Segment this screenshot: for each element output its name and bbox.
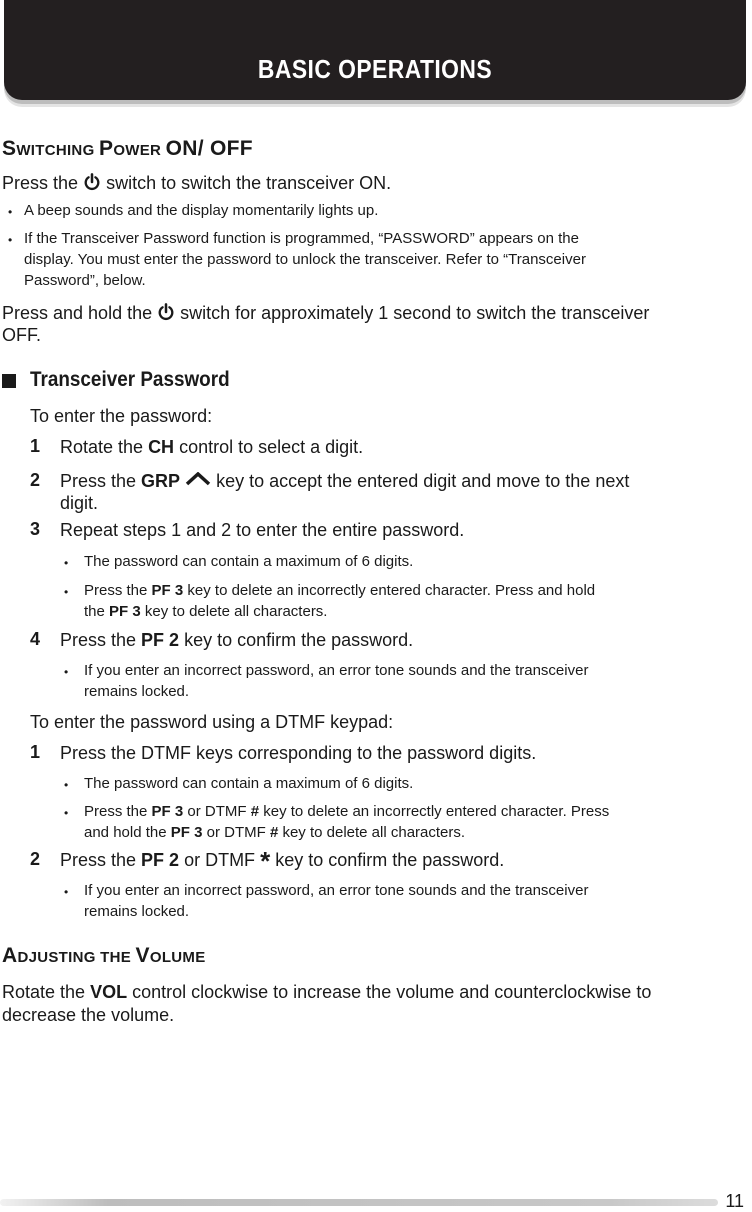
section-square-marker bbox=[2, 374, 16, 388]
text: Press the bbox=[60, 850, 142, 870]
step-number: 3 bbox=[30, 519, 41, 539]
chapter-title: BASIC OPERATIONS bbox=[257, 54, 493, 84]
hash-key: # bbox=[269, 824, 279, 841]
bullet-text: remains locked. bbox=[84, 683, 190, 700]
bullet-text: remains locked. bbox=[84, 903, 190, 920]
text: key to delete an incorrectly entered character. Press and hold bbox=[183, 582, 596, 599]
power-on-paragraph bbox=[2, 172, 391, 194]
bullet-text bbox=[84, 580, 595, 601]
text: Press the bbox=[84, 582, 152, 599]
bold-text: PF 3 bbox=[151, 803, 184, 820]
power-off-paragraph-line2: OFF. bbox=[2, 325, 41, 345]
power-off-paragraph bbox=[2, 302, 649, 324]
bold-text: VOL bbox=[90, 982, 128, 1002]
text: key to accept the entered digit and move to the next bbox=[211, 471, 630, 491]
volume-paragraph bbox=[2, 981, 651, 1003]
heading-part: OLUME bbox=[149, 949, 206, 966]
bullet-text bbox=[84, 822, 465, 843]
text: and hold the bbox=[84, 824, 171, 841]
text: key to delete an incorrectly entered character. Press bbox=[259, 803, 610, 820]
bullet-dot: • bbox=[64, 585, 69, 599]
power-icon bbox=[157, 303, 175, 321]
password-intro: To enter the password: bbox=[30, 406, 213, 426]
bold-text: PF 3 bbox=[109, 603, 141, 620]
text: Rotate the bbox=[2, 982, 91, 1002]
asterisk-key: * bbox=[260, 846, 271, 876]
bullet-text: If you enter an incorrect password, an error tone sounds and the transceiver bbox=[84, 662, 589, 679]
step-text bbox=[60, 470, 629, 492]
text: key to confirm the password. bbox=[270, 850, 505, 870]
step-number: 4 bbox=[30, 629, 41, 649]
text: Rotate the bbox=[60, 437, 149, 457]
page-number: 11 bbox=[725, 1191, 744, 1211]
bold-text: CH bbox=[148, 437, 175, 457]
chapter-header bbox=[4, 0, 746, 100]
step-text bbox=[60, 436, 363, 458]
text: or DTMF bbox=[183, 803, 251, 820]
bullet-text: Password”, below. bbox=[24, 272, 146, 289]
heading-part: DJUSTING THE bbox=[17, 949, 136, 966]
hash-key: # bbox=[250, 803, 260, 820]
bullet-dot: • bbox=[64, 806, 69, 820]
text: Press the bbox=[60, 630, 142, 650]
power-icon bbox=[83, 173, 101, 191]
text: key to delete all characters. bbox=[140, 603, 328, 620]
text: control to select a digit. bbox=[174, 437, 364, 457]
section-heading-adjusting-volume bbox=[2, 944, 206, 968]
bullet-dot: • bbox=[8, 205, 13, 219]
section-heading-switching-power bbox=[2, 137, 253, 161]
step-text bbox=[60, 846, 505, 876]
footer-rule bbox=[0, 1199, 718, 1206]
text: Press and hold the bbox=[2, 303, 153, 323]
bullet-text: A beep sounds and the display momentarily lights up. bbox=[24, 202, 379, 219]
bullet-text: If the Transceiver Password function is programmed, “PASSWORD” appears on the bbox=[24, 230, 579, 247]
bullet-dot: • bbox=[64, 885, 69, 899]
bullet-text bbox=[84, 601, 327, 622]
step-text: Press the DTMF keys corresponding to the password digits. bbox=[60, 743, 537, 763]
bold-text: PF 3 bbox=[170, 824, 203, 841]
text: key to delete all characters. bbox=[278, 824, 466, 841]
text: switch for approximately 1 second to switch the transceiver bbox=[180, 303, 650, 323]
bullet-dot: • bbox=[64, 665, 69, 679]
bullet-text: The password can contain a maximum of 6 digits. bbox=[84, 775, 414, 792]
heading-part: A bbox=[2, 944, 18, 967]
bold-text: PF 2 bbox=[141, 850, 180, 870]
text: Press the bbox=[84, 803, 152, 820]
step-number: 2 bbox=[30, 849, 41, 869]
bold-text: PF 3 bbox=[151, 582, 184, 599]
heading-part: P bbox=[99, 137, 114, 160]
text: key to confirm the password. bbox=[179, 630, 414, 650]
bold-text: PF 2 bbox=[141, 630, 180, 650]
step-number: 1 bbox=[30, 436, 41, 456]
heading-part: S bbox=[2, 137, 17, 160]
bullet-text: display. You must enter the password to unlock the transceiver. Refer to “Transceiver bbox=[24, 251, 586, 268]
step-number: 1 bbox=[30, 742, 41, 762]
dtmf-intro: To enter the password using a DTMF keypad: bbox=[30, 712, 394, 732]
heading-part: V bbox=[135, 944, 150, 967]
step-number: 2 bbox=[30, 470, 41, 490]
bullet-dot: • bbox=[8, 233, 13, 247]
text: Press the bbox=[2, 173, 79, 193]
text: Press the bbox=[60, 471, 142, 491]
bullet-text bbox=[84, 801, 609, 822]
text: switch to switch the transceiver ON. bbox=[106, 173, 392, 193]
step-text: digit. bbox=[60, 493, 99, 513]
chevron-up-icon bbox=[185, 472, 211, 486]
bold-text: GRP bbox=[141, 471, 181, 491]
bullet-dot: • bbox=[64, 556, 69, 570]
step-text: Repeat steps 1 and 2 to enter the entire password. bbox=[60, 520, 465, 540]
text: or DTMF bbox=[179, 850, 261, 870]
step-text bbox=[60, 629, 413, 651]
text: the bbox=[84, 603, 110, 620]
heading-part: WITCHING bbox=[16, 142, 100, 159]
text: control clockwise to increase the volume and counterclockwise to bbox=[127, 982, 652, 1002]
bullet-text: The password can contain a maximum of 6 digits. bbox=[84, 553, 414, 570]
bullet-dot: • bbox=[64, 778, 69, 792]
bullet-text: If you enter an incorrect password, an error tone sounds and the transceiver bbox=[84, 882, 589, 899]
heading-part: ON/ OFF bbox=[165, 137, 253, 160]
heading-part: OWER bbox=[113, 142, 166, 159]
volume-paragraph-line2: decrease the volume. bbox=[2, 1005, 175, 1025]
text: or DTMF bbox=[202, 824, 270, 841]
subsection-title: Transceiver Password bbox=[30, 368, 230, 391]
